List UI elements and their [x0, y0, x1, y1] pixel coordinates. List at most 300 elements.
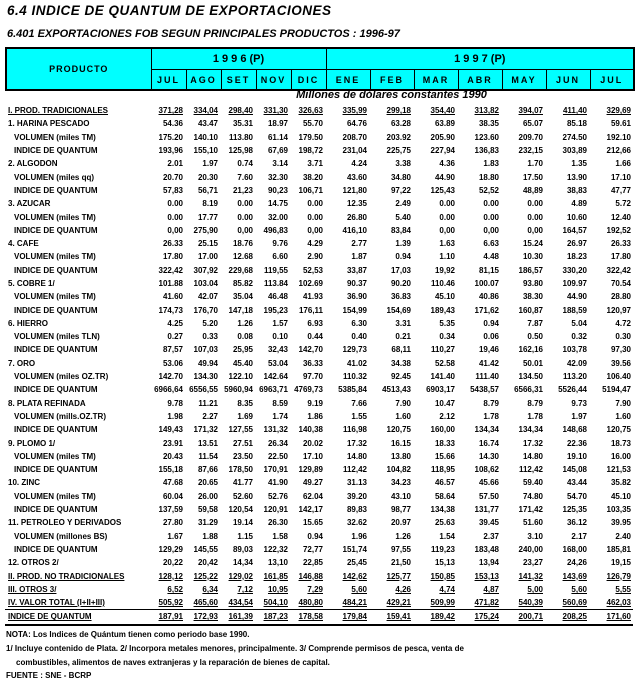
value-cell: 6.30 [351, 318, 367, 328]
value-cell: 1.26 [395, 531, 411, 541]
row-label-cell: III. OTROS 3/ [8, 584, 57, 594]
table-row [5, 317, 633, 330]
value-cell: 1.98 [167, 411, 183, 421]
value-cell: 1.10 [439, 252, 455, 262]
data-table [5, 104, 633, 624]
value-cell: 49.94 [197, 358, 218, 368]
value-cell: 162,16 [518, 345, 543, 355]
table-row [5, 596, 633, 610]
value-cell: 65.07 [522, 119, 543, 129]
value-cell: 21,50 [390, 558, 411, 568]
value-cell: 4.25 [167, 318, 183, 328]
value-cell: 32.62 [346, 518, 367, 528]
value-cell: 118,95 [430, 465, 455, 475]
value-cell: 176,11 [298, 305, 323, 315]
row-label-cell: INDICE DE QUANTUM [14, 305, 98, 315]
table-row [5, 277, 633, 290]
value-cell: 3.14 [272, 159, 288, 169]
value-cell: 0.00 [483, 212, 499, 222]
value-cell: 188,59 [562, 305, 587, 315]
value-cell: 6903,17 [426, 385, 455, 395]
value-cell: 39.45 [478, 518, 499, 528]
value-cell: 26.33 [162, 239, 183, 249]
value-cell: 171,60 [606, 612, 631, 622]
value-cell: 34.23 [390, 478, 411, 488]
value-cell: 0,00 [439, 225, 455, 235]
row-label-cell: INDICE DE QUANTUM [8, 612, 92, 622]
value-cell: 0,00 [237, 225, 253, 235]
value-cell: 0.00 [167, 199, 183, 209]
table-row [5, 516, 633, 529]
value-cell: 0.27 [167, 332, 183, 342]
month-header-cell: JUL [151, 70, 186, 91]
value-cell: 326,63 [298, 106, 323, 116]
value-cell: 175.20 [158, 132, 183, 142]
value-cell: 14,34 [232, 558, 253, 568]
value-cell: 0.94 [483, 318, 499, 328]
value-cell: 121,80 [342, 185, 367, 195]
value-cell: 154,69 [386, 305, 411, 315]
value-cell: 19,92 [434, 265, 455, 275]
value-cell: 1.26 [237, 318, 253, 328]
value-cell: 394,07 [518, 106, 543, 116]
value-cell: 125,98 [228, 146, 253, 156]
value-cell: 6963,71 [259, 385, 288, 395]
value-cell: 6.60 [272, 252, 288, 262]
table-row [5, 397, 633, 410]
value-cell: 26.80 [346, 212, 367, 222]
value-cell: 23,27 [522, 558, 543, 568]
value-cell: 17.32 [346, 438, 367, 448]
value-cell: 134.30 [193, 372, 218, 382]
row-label-cell: 3. AZUCAR [8, 199, 51, 209]
value-cell: 141,32 [518, 571, 543, 581]
value-cell: 225,75 [386, 146, 411, 156]
value-cell: 205.90 [430, 132, 455, 142]
value-cell: 1.83 [483, 159, 499, 169]
value-cell: 8.35 [237, 398, 253, 408]
value-cell: 122,32 [263, 544, 288, 554]
product-header-cell: PRODUCTO [6, 48, 151, 90]
value-cell: 149,43 [158, 425, 183, 435]
value-cell: 6,34 [202, 584, 218, 594]
fuente-text: FUENTE : SNE - BCRP [6, 671, 92, 680]
value-cell: 129,02 [228, 571, 253, 581]
value-cell: 89,03 [232, 544, 253, 554]
value-cell: 183,48 [474, 544, 499, 554]
value-cell: 36.12 [566, 518, 587, 528]
value-cell: 145,55 [193, 544, 218, 554]
row-label-cell: INDICE DE QUANTUM [14, 465, 98, 475]
value-cell: 45.40 [232, 358, 253, 368]
value-cell: 17.10 [302, 451, 323, 461]
value-cell: 61.14 [267, 132, 288, 142]
value-cell: 231,04 [342, 146, 367, 156]
value-cell: 54.36 [162, 119, 183, 129]
value-cell: 179,84 [342, 612, 367, 622]
row-label-cell: VOLUMEN (miles TM) [14, 491, 96, 501]
row-label-cell: 12. OTROS 2/ [8, 558, 59, 568]
value-cell: 120,97 [606, 305, 631, 315]
value-cell: 131,77 [474, 505, 499, 515]
value-cell: 275,90 [193, 225, 218, 235]
value-cell: 19,15 [610, 558, 631, 568]
value-cell: 112,42 [342, 465, 367, 475]
value-cell: 63.89 [434, 119, 455, 129]
value-cell: 0.06 [483, 332, 499, 342]
table-row [5, 370, 633, 383]
value-cell: 110.46 [430, 279, 455, 288]
value-cell: 11.54 [198, 451, 218, 461]
row-label-cell: INDICE DE QUANTUM [14, 185, 98, 195]
table-row [5, 357, 633, 370]
month-header-cell: ABR [458, 70, 502, 91]
value-cell: 171,32 [193, 425, 218, 435]
value-cell: 540,39 [501, 596, 545, 610]
value-cell: 1.60 [615, 411, 631, 421]
table-row [5, 104, 633, 117]
value-cell: 9.19 [307, 398, 323, 408]
table-row [5, 610, 633, 624]
nota-text: NOTA: Los Indices de Quántum tienen como periodo base 1990. [6, 630, 250, 639]
month-header-cell: JUL [590, 70, 634, 91]
value-cell: 0.00 [167, 212, 183, 222]
value-cell: 110,27 [430, 345, 455, 355]
value-cell: 22,85 [302, 558, 323, 568]
value-cell: 0,00 [527, 225, 543, 235]
row-label-cell: INDICE DE QUANTUM [14, 345, 98, 355]
value-cell: 434,54 [220, 596, 255, 610]
value-cell: 119,55 [263, 265, 288, 275]
value-cell: 27.80 [162, 518, 183, 528]
value-cell: 192.10 [606, 132, 631, 142]
year-1996-cell: 1 9 9 6 (P) [151, 48, 326, 70]
value-cell: 142,17 [298, 505, 323, 515]
value-cell: 120,75 [606, 425, 631, 435]
value-cell: 50.01 [522, 358, 543, 368]
value-cell: 0.10 [272, 332, 288, 342]
row-label-cell: 1. HARINA PESCADO [8, 119, 90, 129]
value-cell: 19,46 [478, 345, 499, 355]
month-header-cell: MAY [502, 70, 546, 91]
value-cell: 34.38 [390, 358, 411, 368]
row-label-cell: INDICE DE QUANTUM [14, 146, 98, 156]
value-cell: 41.77 [232, 478, 253, 488]
value-cell: 227,94 [430, 146, 455, 156]
value-cell: 47.68 [162, 478, 183, 488]
value-cell: 164,57 [562, 225, 587, 235]
value-cell: 125,43 [430, 185, 455, 195]
value-cell: 52.58 [434, 358, 455, 368]
value-cell: 3.10 [527, 531, 543, 541]
value-cell: 142,70 [298, 345, 323, 355]
value-cell: 147,18 [228, 305, 253, 315]
value-cell: 18.23 [566, 252, 587, 262]
value-cell: 480,80 [290, 596, 325, 610]
value-cell: 187,91 [158, 612, 183, 622]
value-cell: 560,69 [545, 596, 589, 610]
value-cell: 52.76 [267, 491, 288, 501]
table-bottom-rule [5, 624, 633, 626]
value-cell: 1.55 [351, 411, 367, 421]
table-row [5, 117, 633, 130]
value-cell: 55.70 [302, 119, 323, 129]
value-cell: 4513,43 [382, 385, 411, 395]
value-cell: 13.90 [566, 172, 587, 182]
table-row [5, 170, 633, 183]
value-cell: 212,66 [606, 146, 631, 156]
value-cell: 9.76 [272, 239, 288, 249]
value-cell: 185,81 [606, 544, 631, 554]
row-label-cell: IV. VALOR TOTAL (I+II+III) [5, 596, 150, 610]
value-cell: 97.70 [302, 372, 323, 382]
value-cell: 140,38 [298, 425, 323, 435]
table-row [5, 343, 633, 356]
value-cell: 136,83 [474, 146, 499, 156]
value-cell: 97,22 [390, 185, 411, 195]
row-label-cell: 8. PLATA REFINADA [8, 398, 86, 408]
value-cell: 6556,55 [189, 385, 218, 395]
value-cell: 13.80 [390, 451, 411, 461]
value-cell: 122.10 [228, 372, 253, 382]
value-cell: 25,95 [232, 345, 253, 355]
value-cell: 0.33 [202, 332, 218, 342]
value-cell: 111.40 [475, 372, 499, 382]
value-cell: 56,71 [197, 185, 218, 195]
row-label-cell: VOLUMEN (miles OZ.TR) [14, 372, 109, 382]
value-cell: 2.17 [571, 531, 587, 541]
value-cell: 41.93 [302, 292, 323, 302]
value-cell: 7.66 [351, 398, 367, 408]
value-cell: 5,55 [615, 584, 631, 594]
value-cell: 146,88 [298, 571, 323, 581]
value-cell: 229,68 [228, 265, 253, 275]
value-cell: 18.80 [478, 172, 499, 182]
value-cell: 121,53 [606, 465, 631, 475]
value-cell: 125,22 [193, 571, 218, 581]
row-label-cell: INDICE DE QUANTUM [14, 505, 98, 515]
value-cell: 0.30 [615, 332, 631, 342]
value-cell: 120,91 [263, 505, 288, 515]
value-cell: 4.24 [351, 159, 367, 169]
value-cell: 0.74 [237, 159, 253, 169]
value-cell: 142,62 [342, 571, 367, 581]
value-cell: 5960,94 [224, 385, 253, 395]
table-row [5, 423, 633, 436]
table-row [5, 237, 633, 250]
value-cell: 1.58 [272, 531, 288, 541]
value-cell: 209.70 [518, 132, 543, 142]
value-cell: 98,77 [390, 505, 411, 515]
value-cell: 21,23 [232, 185, 253, 195]
table-row [5, 290, 633, 303]
row-label-cell: 5. COBRE 1/ [8, 279, 55, 288]
value-cell: 160,87 [518, 305, 543, 315]
value-cell: 208,25 [562, 612, 587, 622]
value-cell: 9.73 [571, 398, 587, 408]
value-cell: 151,74 [342, 544, 367, 554]
value-cell: 20.43 [162, 451, 183, 461]
value-cell: 148,68 [562, 425, 587, 435]
value-cell: 41.90 [267, 478, 288, 488]
value-cell: 142.64 [263, 372, 288, 382]
value-cell: 7.90 [615, 398, 631, 408]
value-cell: 59.40 [522, 478, 543, 488]
value-cell: 129,89 [298, 465, 323, 475]
month-header-cell: AGO [186, 70, 221, 91]
value-cell: 1.96 [351, 531, 367, 541]
value-cell: 1.70 [527, 159, 543, 169]
row-label-cell: VOLUMEN (miles TM) [14, 212, 96, 222]
table-row [5, 530, 633, 543]
value-cell: 129,73 [342, 345, 367, 355]
table-row [5, 250, 633, 263]
value-cell: 0,00 [483, 225, 499, 235]
value-cell: 101.88 [158, 279, 183, 288]
value-cell: 504,10 [255, 596, 290, 610]
value-cell: 31.13 [346, 478, 367, 488]
value-cell: 176,70 [193, 305, 218, 315]
value-cell: 1.86 [307, 411, 323, 421]
value-cell: 34.80 [390, 172, 411, 182]
value-cell: 168,00 [562, 544, 587, 554]
row-label-cell: 10. ZINC [8, 478, 41, 488]
month-header-cell: JUN [546, 70, 590, 91]
value-cell: 0.21 [395, 332, 411, 342]
value-cell: 0.00 [483, 199, 499, 209]
value-cell: 33,87 [346, 265, 367, 275]
value-cell: 44.90 [434, 172, 455, 182]
value-cell: 179.50 [298, 132, 323, 142]
value-cell: 6.93 [307, 318, 323, 328]
value-cell: 46.57 [434, 478, 455, 488]
value-cell: 4769,73 [294, 385, 323, 395]
row-label-cell: VOLUMEN (millones BS) [14, 531, 108, 541]
value-cell: 5526,44 [558, 385, 587, 395]
row-label-cell: VOLUMEN (miles qq) [14, 172, 95, 182]
value-cell: 52,53 [302, 265, 323, 275]
month-header-cell: ENE [326, 70, 370, 91]
row-label-cell: INDICE DE QUANTUM [14, 544, 98, 554]
value-cell: 1.78 [527, 411, 543, 421]
value-cell: 0.00 [237, 199, 253, 209]
value-cell: 189,43 [430, 305, 455, 315]
value-cell: 15.24 [522, 239, 543, 249]
value-cell: 354,40 [430, 106, 455, 116]
value-cell: 12.40 [610, 212, 631, 222]
value-cell: 11.21 [198, 398, 218, 408]
value-cell: 3.71 [307, 159, 323, 169]
value-cell: 0.00 [527, 199, 543, 209]
value-cell: 58.64 [434, 491, 455, 501]
month-header-cell: FEB [370, 70, 414, 91]
value-cell: 0,00 [167, 225, 183, 235]
value-cell: 411,40 [562, 106, 587, 116]
value-cell: 16.00 [610, 451, 631, 461]
value-cell: 81,15 [478, 265, 499, 275]
value-cell: 40.86 [478, 292, 499, 302]
value-cell: 87,66 [197, 465, 218, 475]
value-cell: 15,13 [434, 558, 455, 568]
value-cell: 274.50 [562, 132, 587, 142]
value-cell: 137,59 [158, 505, 183, 515]
table-row [5, 157, 633, 170]
value-cell: 203.92 [386, 132, 411, 142]
value-cell: 54.70 [566, 491, 587, 501]
value-cell: 26.97 [566, 239, 587, 249]
value-cell: 113.84 [263, 279, 288, 288]
value-cell: 198,72 [298, 146, 323, 156]
value-cell: 2.77 [351, 239, 367, 249]
value-cell: 22.50 [267, 451, 288, 461]
value-cell: 174,73 [158, 305, 183, 315]
value-cell: 23.50 [232, 451, 253, 461]
value-cell: 26.00 [197, 491, 218, 501]
value-cell: 35.31 [232, 119, 253, 129]
value-cell: 6,52 [167, 584, 183, 594]
table-row [5, 264, 633, 277]
value-cell: 39.56 [610, 358, 631, 368]
value-cell: 36.33 [302, 358, 323, 368]
value-cell: 208.70 [342, 132, 367, 142]
value-cell: 143,69 [562, 571, 587, 581]
value-cell: 5,00 [527, 584, 543, 594]
value-cell: 7,12 [237, 584, 253, 594]
value-cell: 38.20 [302, 172, 323, 182]
value-cell: 240,00 [518, 544, 543, 554]
table-row [5, 490, 633, 503]
value-cell: 25,45 [346, 558, 367, 568]
value-cell: 6966,64 [154, 385, 183, 395]
value-cell: 141.40 [430, 372, 455, 382]
value-cell: 2.90 [307, 252, 323, 262]
value-cell: 108,62 [474, 465, 499, 475]
value-cell: 0.00 [439, 212, 455, 222]
value-cell: 8.59 [272, 398, 288, 408]
value-cell: 5.35 [439, 318, 455, 328]
value-cell: 8.79 [527, 398, 543, 408]
value-cell: 484,21 [325, 596, 369, 610]
table-row [5, 330, 633, 343]
value-cell: 38.30 [522, 292, 543, 302]
table-row [5, 556, 633, 569]
value-cell: 232,15 [518, 146, 543, 156]
value-cell: 153,13 [474, 571, 499, 581]
value-cell: 10.47 [434, 398, 455, 408]
value-cell: 119,23 [430, 544, 455, 554]
value-cell: 322,42 [158, 265, 183, 275]
value-cell: 41.02 [346, 358, 367, 368]
value-cell: 39.20 [346, 491, 367, 501]
value-cell: 471,82 [457, 596, 501, 610]
value-cell: 1.66 [615, 159, 631, 169]
table-header [5, 47, 635, 91]
value-cell: 178,50 [228, 465, 253, 475]
value-cell: 38.35 [478, 119, 499, 129]
value-cell: 103.04 [193, 279, 218, 288]
value-cell: 35.82 [610, 478, 631, 488]
value-cell: 109.97 [562, 279, 587, 288]
value-cell: 2.37 [483, 531, 499, 541]
value-cell: 72,77 [302, 544, 323, 554]
value-cell: 123.60 [474, 132, 499, 142]
value-cell: 17.50 [522, 172, 543, 182]
value-cell: 16.15 [390, 438, 411, 448]
value-cell: 23.91 [162, 438, 183, 448]
table-row [5, 224, 633, 237]
value-cell: 97,55 [390, 544, 411, 554]
value-cell: 4.29 [307, 239, 323, 249]
